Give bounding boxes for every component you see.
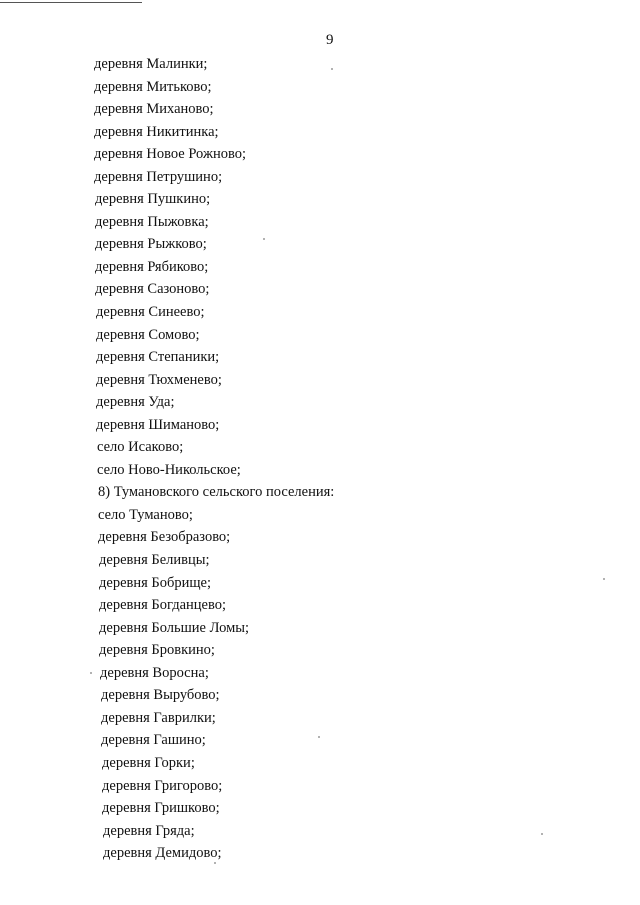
- list-item: деревня Гряда;: [103, 822, 195, 839]
- list-item: деревня Новое Рожново;: [94, 146, 247, 163]
- settlement-list: [0, 53, 640, 865]
- scan-speck: [214, 862, 216, 864]
- list-item: деревня Гаврилки;: [101, 709, 216, 726]
- list-item: деревня Митьково;: [94, 78, 212, 95]
- list-item: деревня Григорово;: [102, 777, 223, 794]
- list-item: деревня Уда;: [96, 394, 175, 411]
- list-item: деревня Тюхменево;: [96, 371, 222, 388]
- list-item: деревня Миханово;: [94, 101, 214, 118]
- list-item: деревня Горки;: [102, 754, 195, 771]
- list-item: село Исаково;: [97, 439, 184, 456]
- list-item: деревня Гришково;: [102, 800, 220, 817]
- scan-speck: [541, 833, 543, 835]
- scan-speck: [263, 238, 265, 240]
- list-item: деревня Рябиково;: [95, 258, 209, 275]
- list-item: деревня Беливцы;: [99, 552, 210, 569]
- list-item: деревня Рыжково;: [95, 236, 207, 253]
- list-item: деревня Гашино;: [101, 732, 206, 749]
- list-item: деревня Степаники;: [96, 349, 220, 366]
- scan-speck: [603, 578, 605, 580]
- list-item: деревня Воросна;: [100, 664, 209, 681]
- list-item: деревня Богданцево;: [99, 597, 226, 614]
- list-item: деревня Сомово;: [96, 326, 200, 343]
- list-item: деревня Синеево;: [96, 304, 205, 321]
- list-item: деревня Шиманово;: [96, 416, 220, 433]
- list-item: деревня Пыжовка;: [95, 213, 209, 230]
- list-item: деревня Демидово;: [103, 845, 222, 862]
- list-item: село Ново-Никольское;: [97, 461, 241, 478]
- page-number: 9: [326, 32, 334, 48]
- list-item: деревня Малинки;: [94, 56, 208, 72]
- list-item: деревня Петрушино;: [94, 168, 223, 185]
- top-edge-rule: [0, 2, 142, 3]
- list-item: деревня Вырубово;: [101, 687, 220, 704]
- list-item: 8) Тумановского сельского поселения:: [98, 484, 335, 501]
- scan-speck: [90, 672, 92, 674]
- list-item: деревня Бровкино;: [99, 642, 215, 659]
- list-item: деревня Безобразово;: [98, 529, 231, 546]
- list-item: деревня Пушкино;: [95, 191, 211, 208]
- list-item: деревня Никитинка;: [94, 123, 219, 140]
- list-item: деревня Большие Ломы;: [99, 619, 250, 636]
- list-item: деревня Бобрище;: [99, 574, 211, 591]
- list-item: деревня Сазоново;: [95, 281, 210, 298]
- scan-speck: [318, 736, 320, 738]
- scan-speck: [331, 68, 333, 70]
- list-item: село Туманово;: [98, 506, 193, 523]
